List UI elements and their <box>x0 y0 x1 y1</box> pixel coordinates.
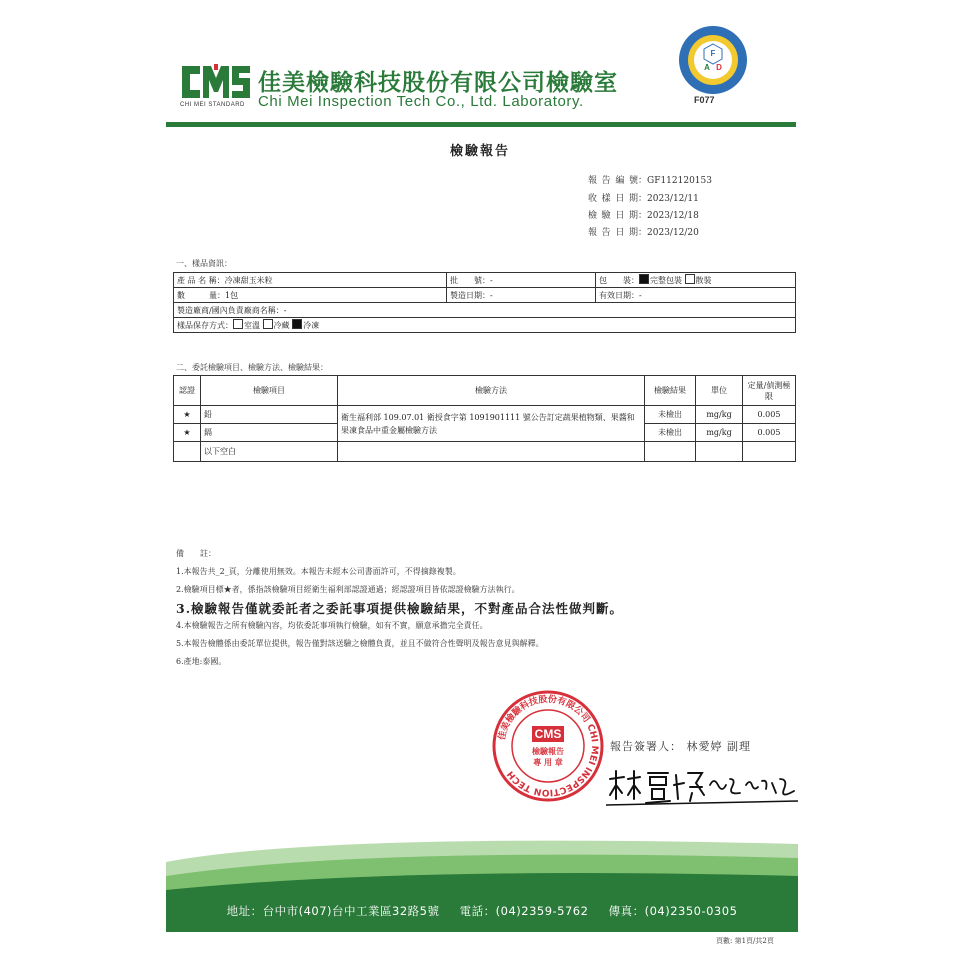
handwritten-signature <box>606 765 802 809</box>
meta-value: 2023/12/20 <box>647 228 699 238</box>
table-row <box>174 318 796 333</box>
table-row <box>174 406 796 424</box>
cell-cert <box>174 442 201 462</box>
batch-cell <box>447 273 596 288</box>
svg-text:CMS: CMS <box>534 727 562 741</box>
package-option: 散裝 <box>695 276 712 285</box>
note-item: 5.本報告檢體係由委託單位提供，報告僅對該送驗之檢體負責，並且不做符合性聲明及報告意見與解釋。 <box>176 639 544 648</box>
checkbox-unchecked <box>263 319 273 329</box>
note-item: 2.檢驗項目標★者，係指該檢驗項目經衛生福利部認證通過；經認證項目皆依認證檢驗方法執行。 <box>176 585 520 594</box>
cell-blank-note: 以下空白 <box>201 442 338 462</box>
note-item: 6.產地:泰國。 <box>176 657 227 666</box>
cell-item: 鎘 <box>201 424 338 442</box>
report-signer: 報告簽署人： 林愛婷 副理 <box>610 740 751 753</box>
svg-text:A: A <box>704 63 710 72</box>
mfg-cell <box>447 288 596 303</box>
header-result: 檢驗結果 <box>645 376 696 406</box>
svg-text:F: F <box>710 49 716 58</box>
cell-limit: 0.005 <box>743 424 796 442</box>
table-row <box>174 273 796 288</box>
package-label: 包 裝： <box>599 276 639 285</box>
checkbox-unchecked <box>233 319 243 329</box>
svg-text:D: D <box>716 63 722 72</box>
cell-result: 未檢出 <box>645 406 696 424</box>
svg-text:專 用 章: 專 用 章 <box>533 758 563 767</box>
meta-report-date: 報告日期：2023/12/20 <box>588 228 699 238</box>
product-value: 冷凍甜玉米粒 <box>224 275 273 285</box>
header-item: 檢驗項目 <box>201 376 338 406</box>
maker-cell <box>174 303 796 318</box>
exp-label: 有效日期： <box>599 290 639 300</box>
header-rule <box>166 122 796 127</box>
storage-label: 樣品保存方式： <box>177 321 233 330</box>
sample-section-title: 一、樣品資訊： <box>176 259 232 268</box>
table-header-row <box>174 376 796 406</box>
meta-test-date: 檢驗日期：2023/12/18 <box>588 211 699 221</box>
storage-option: 冷凍 <box>303 321 320 330</box>
cell-cert: ★ <box>174 406 201 424</box>
footer-contact <box>166 903 798 919</box>
cell-empty <box>696 442 743 462</box>
checkbox-checked <box>639 274 649 284</box>
table-row <box>174 288 796 303</box>
note-item: 4.本檢驗報告之所有檢驗內容，均依委託事項執行檢驗，如有不實，願意承擔完全責任。 <box>176 621 488 630</box>
cell-unit: mg/kg <box>696 406 743 424</box>
cell-empty <box>743 442 796 462</box>
note-item: 3.檢驗報告僅就委託者之委託事項提供檢驗結果，不對產品合法性做判斷。 <box>176 601 624 616</box>
logo-subtitle: CHI MEI STANDARD <box>180 102 245 108</box>
meta-value: 2023/12/18 <box>647 211 699 221</box>
qty-label: 數 量： <box>177 290 225 300</box>
table-row <box>174 442 796 462</box>
sample-info-table <box>173 272 796 333</box>
company-name-zh: 佳美檢驗科技股份有限公司檢驗室 <box>258 70 618 96</box>
checkbox-unchecked <box>685 274 695 284</box>
meta-value: 2023/12/11 <box>647 194 699 204</box>
cell-result: 未檢出 <box>645 424 696 442</box>
meta-label: 報告編號 <box>588 176 638 186</box>
meta-label: 報告日期 <box>588 228 638 238</box>
package-option: 完整包裝 <box>650 276 682 285</box>
batch-value: - <box>490 275 493 285</box>
header-limit: 定量/偵測極限 <box>743 376 796 406</box>
cell-cert: ★ <box>174 424 201 442</box>
product-cell <box>174 273 447 288</box>
storage-cell <box>174 318 796 333</box>
checkbox-checked <box>292 319 302 329</box>
maker-value: - <box>283 305 287 315</box>
qty-cell <box>174 288 447 303</box>
exp-value: - <box>639 290 642 300</box>
meta-report-no: 報告編號：GF112120153 <box>588 176 712 186</box>
maker-label: 製造廠商/國內負責廠商名稱： <box>177 305 284 315</box>
cell-empty <box>338 442 645 462</box>
company-seal-stamp <box>492 690 604 802</box>
badge-code: F077 <box>694 95 715 105</box>
page-number: 頁數: 第1頁/共2頁 <box>716 937 774 945</box>
results-section-title: 二、委託檢驗項目、檢驗方法、檢驗結果： <box>176 363 328 372</box>
notes-title: 備 註： <box>176 549 216 558</box>
exp-cell <box>596 288 796 303</box>
cell-unit: mg/kg <box>696 424 743 442</box>
accreditation-badge-icon <box>677 24 749 96</box>
header-method: 檢驗方法 <box>338 376 645 406</box>
cell-method: 衛生福利部 109.07.01 衛授食字第 1091901111 號公告訂定蔬果植物類、果醬和果凍食品中重金屬檢驗方法 <box>338 406 645 442</box>
svg-text:佳美檢驗科技股份有限公司 CHI MEI INSPECTIO: 佳美檢驗科技股份有限公司 CHI MEI INSPECTION TECH <box>497 694 600 798</box>
header-unit: 單位 <box>696 376 743 406</box>
mfg-value: - <box>490 290 493 300</box>
mfg-label: 製造日期： <box>450 290 490 300</box>
package-cell <box>596 273 796 288</box>
footer-phone: 電話：(04)2359-5762 <box>459 904 589 918</box>
cell-empty <box>645 442 696 462</box>
meta-label: 檢驗日期 <box>588 211 638 221</box>
footer-address: 地址：台中市(407)台中工業區32路5號 <box>226 904 440 918</box>
footer-fax: 傳真：(04)2350-0305 <box>608 904 738 918</box>
storage-option: 冷藏 <box>273 321 290 330</box>
svg-text:檢驗報告: 檢驗報告 <box>532 747 564 756</box>
header-cert: 認證 <box>174 376 201 406</box>
meta-received-date: 收樣日期：2023/12/11 <box>588 194 699 204</box>
storage-option: 室溫 <box>244 321 260 330</box>
batch-label: 批 號： <box>450 275 490 285</box>
qty-value: 1包 <box>225 290 239 300</box>
company-logo <box>178 62 252 102</box>
table-row <box>174 303 796 318</box>
company-name-en: Chi Mei Inspection Tech Co., Ltd. Laboratory. <box>258 93 584 110</box>
meta-label: 收樣日期 <box>588 194 638 204</box>
report-title: 檢驗報告 <box>449 144 510 159</box>
cell-item: 鉛 <box>201 406 338 424</box>
results-table <box>173 375 796 462</box>
product-label: 產 品 名 稱： <box>177 275 225 285</box>
cell-limit: 0.005 <box>743 406 796 424</box>
note-item: 1.本報告共_2_頁，分離使用無效。本報告未經本公司書面許可，不得摘錄複製。 <box>176 567 461 576</box>
meta-value: GF112120153 <box>647 176 712 186</box>
